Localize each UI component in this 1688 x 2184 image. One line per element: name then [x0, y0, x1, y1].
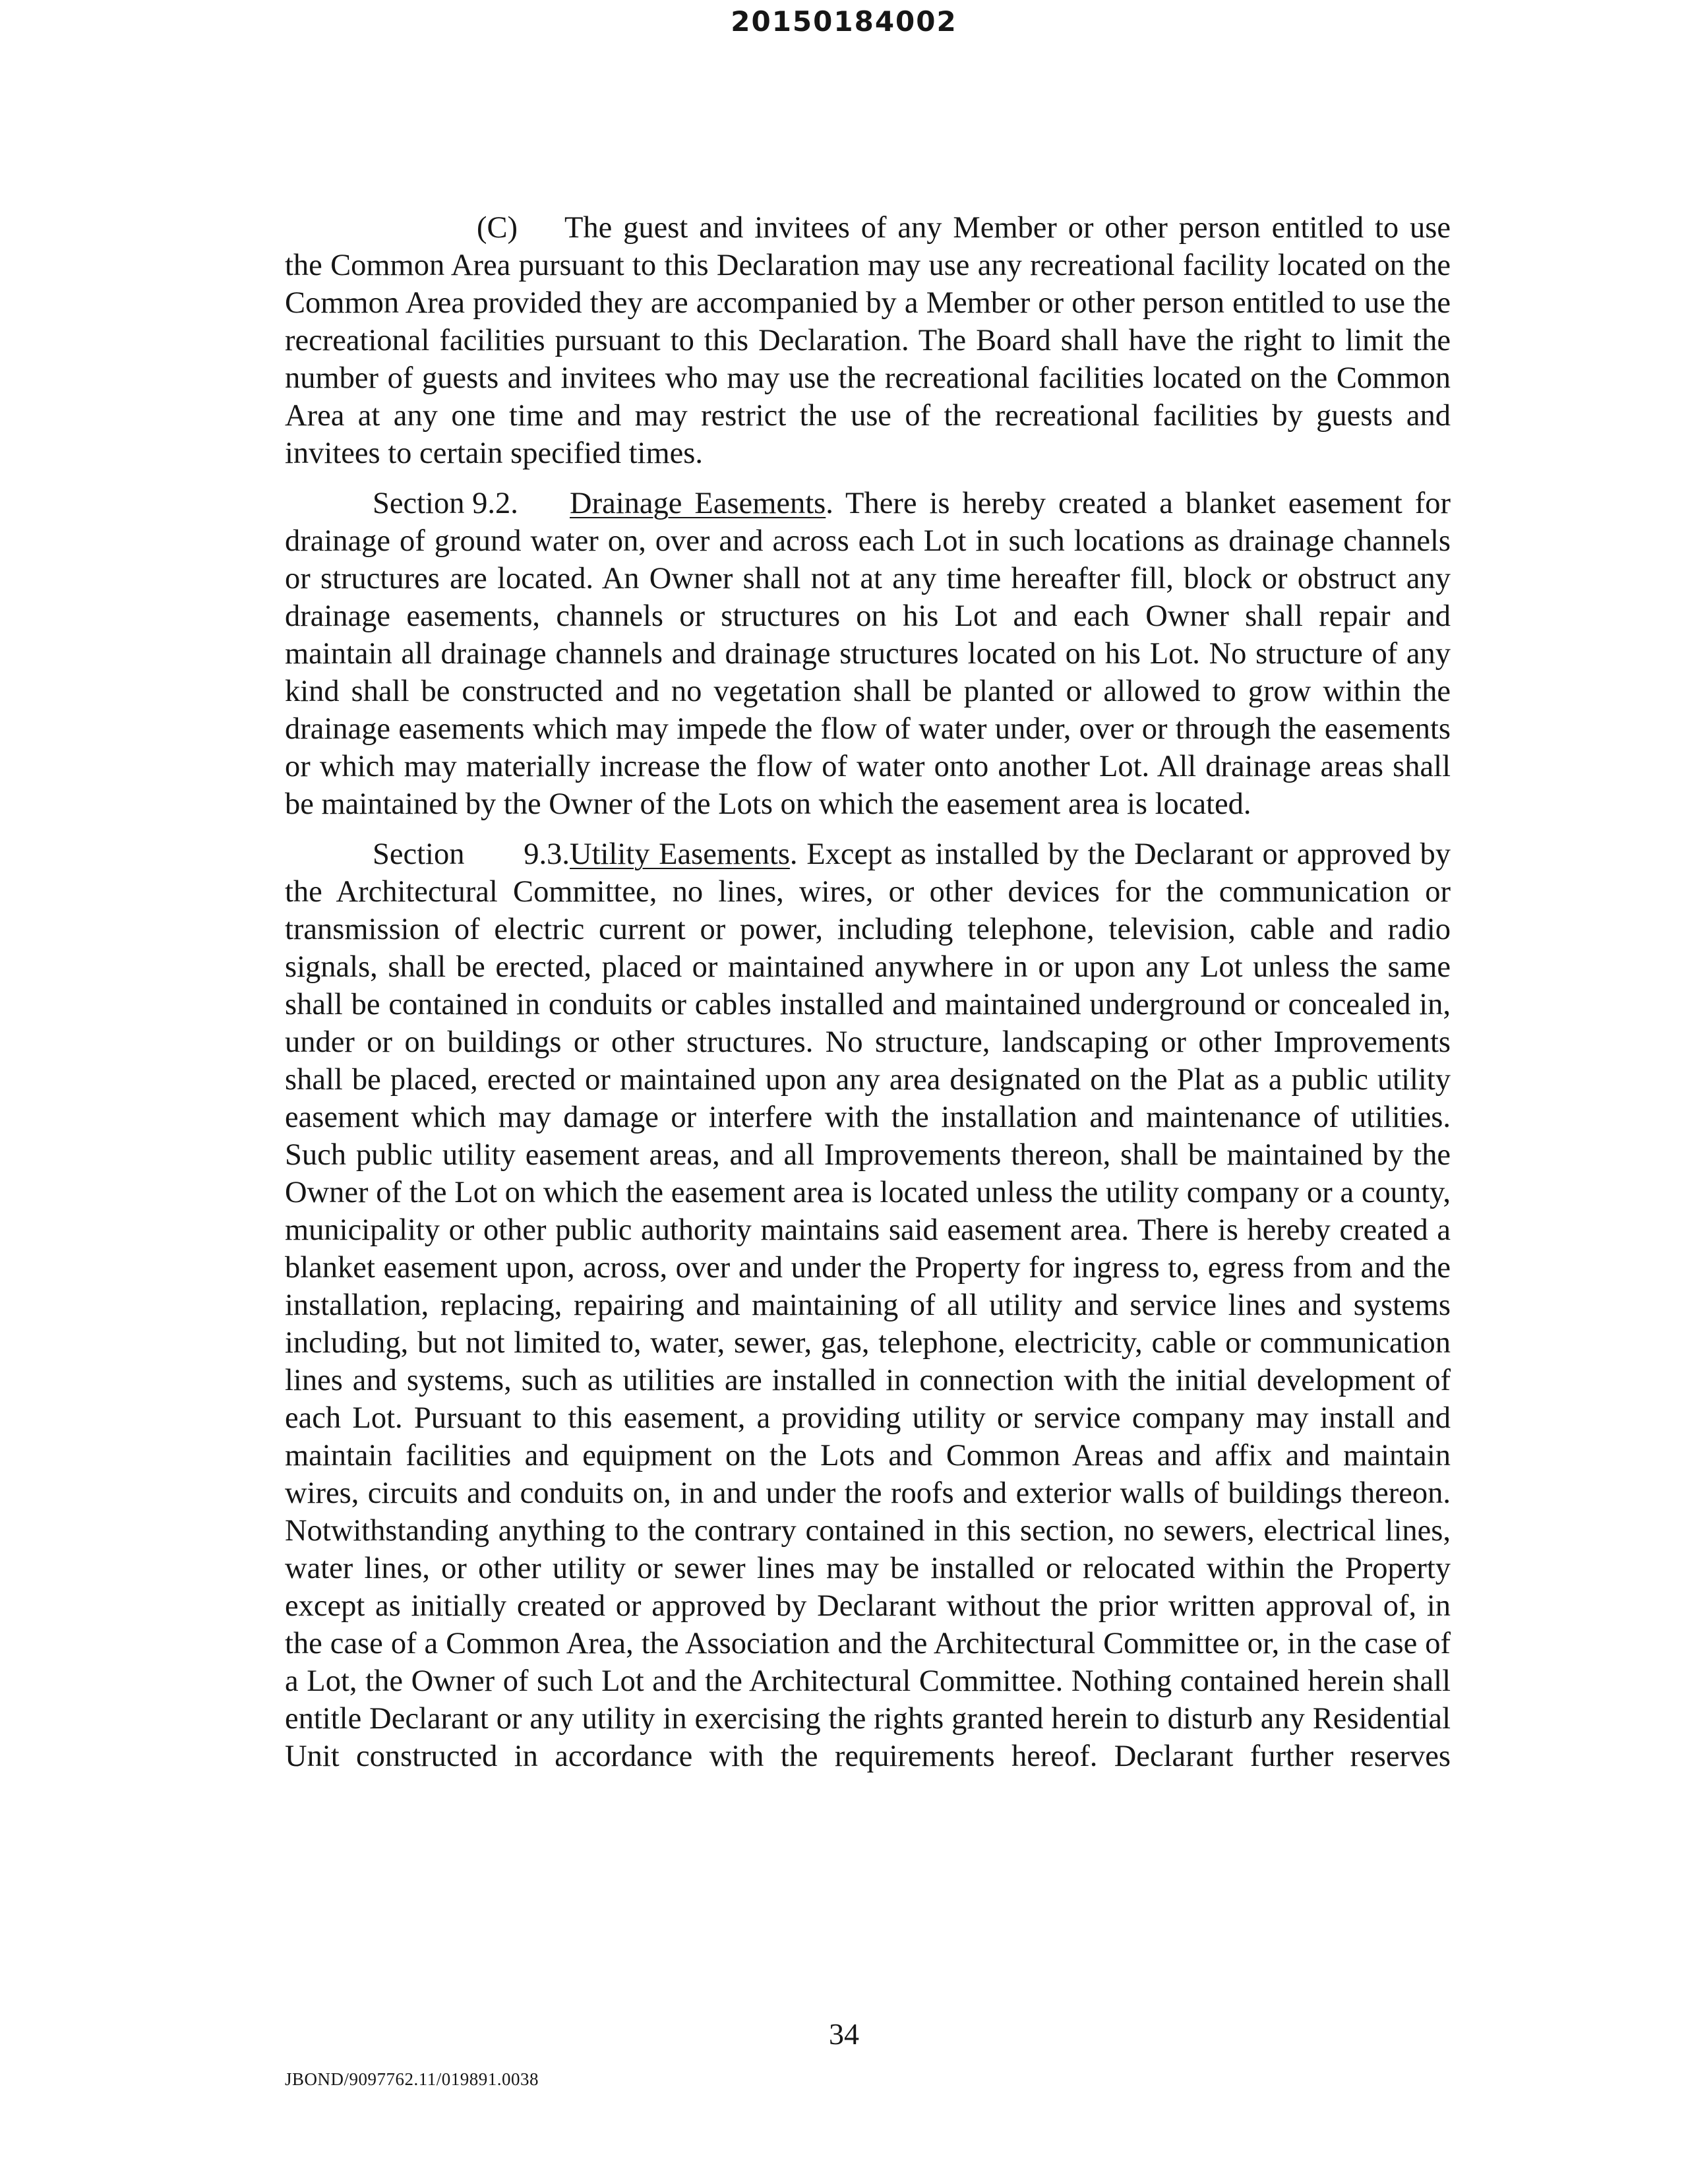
section-9-3-label: Section 9.3. — [373, 837, 570, 871]
paragraph-c — [285, 209, 1451, 472]
paragraph-c-text: The guest and invitees of any Member or other person entitled to use the Common Area pursuant to this Declaration may use any recreational facility located on the Common Area provided they are accompanied by a Member or other person entitled to use the recreational facilities pursuant to this Declaration. The Board shall have the right to limit the number of guests and invitees who may use the recreational facilities located on the Common Area at any one time and may restrict the use of the recreational facilities by guests and invitees to certain specified times. — [285, 211, 1451, 470]
page-number: 34 — [829, 2017, 859, 2051]
document-number: 20150184002 — [731, 5, 957, 38]
section-9-3-text: . Except as installed by the Declarant or approved by the Architectural Committee, no lines, wires, or other devices for the communication or transmission of electric current or power, including telephone, television, cable and radio signals, shall be erected, placed or maintained anywhere in or upon any Lot unless the same shall be contained in conduits or cables installed and maintained underground or concealed in, under or on buildings or other structures. No structure, landscaping or other Improvements shall be placed, erected or maintained upon any area designated on the Plat as a public utility easement which may damage or interfere with the installation and maintenance of utilities. Such public utility easement areas, and all Improvements thereon, shall be maintained by the Owner of the Lot on which the easement area is located unless the utility company or a county, municipality or other public authority maintains said easement area. There is hereby created a blanket easement upon, across, over and under the Property for ingress to, egress from and the installation, replacing, repairing and maintaining of all utility and service lines and systems including, but not limited to, water, sewer, gas, telephone, electricity, cable or communication lines and systems, such as utilities are installed in connection with the initial development of each Lot. Pursuant to this easement, a providing utility or service company may install and maintain facilities and equipment on the Lots and Common Areas and affix and maintain wires, circuits and conduits on, in and under the roofs and exterior walls of buildings thereon. Notwithstanding anything to the contrary contained in this section, no sewers, electrical lines, water lines, or other utility or sewer lines may be installed or relocated within the Property except as initially created or approved by Declarant without the prior written approval of, in the case of a Common Area, the Association and the Architectural Committee or, in the case of a Lot, the Owner of such Lot and the Architectural Committee. Nothing contained herein shall entitle Declarant or any utility in exercising the rights granted herein to disturb any Residential Unit constructed in accordance with the requirements hereof. Declarant further reserves — [285, 837, 1451, 1773]
section-9-2-text: . There is hereby created a blanket easement for drainage of ground water on, over and across each Lot in such locations as drainage channels or structures are located. An Owner shall not at any time hereafter fill, block or obstruct any drainage easements, channels or structures on his Lot and each Owner shall repair and maintain all drainage channels and drainage structures located on his Lot. No structure of any kind shall be constructed and no vegetation shall be planted or allowed to grow within the drainage easements which may impede the flow of water under, over or through the easements or which may materially increase the flow of water onto another Lot. All drainage areas shall be maintained by the Owner of the Lots on which the easement area is located. — [285, 487, 1451, 821]
section-9-2-heading: Drainage Easements — [570, 487, 826, 520]
section-9-2 — [285, 485, 1451, 823]
paragraph-c-label: (C) — [477, 211, 518, 245]
section-9-2-label: Section 9.2. — [373, 487, 518, 520]
section-9-3-heading: Utility Easements — [570, 837, 790, 871]
document-body — [285, 209, 1451, 1788]
section-9-3 — [285, 835, 1451, 1775]
document-id: JBOND/9097762.11/019891.0038 — [285, 2069, 539, 2089]
